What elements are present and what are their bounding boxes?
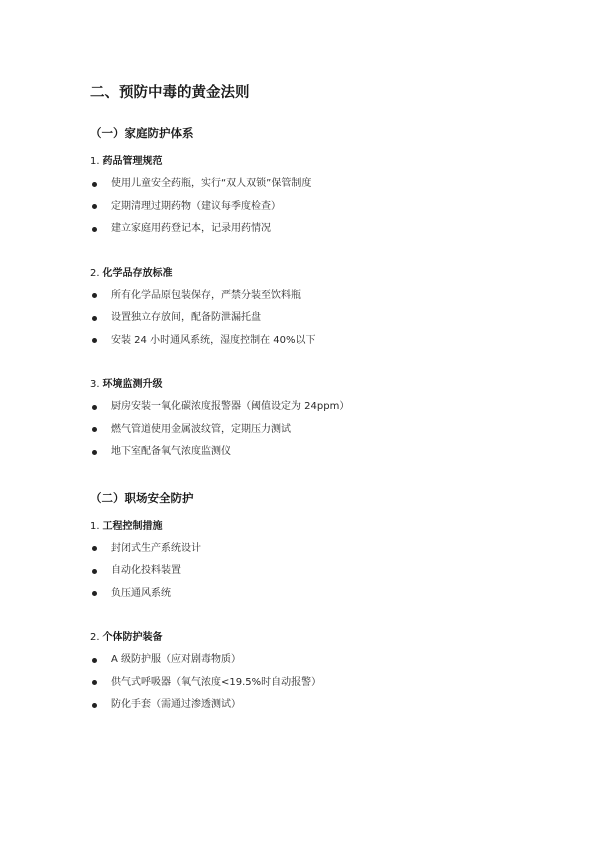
list-item	[90, 564, 530, 587]
list-item-text: 地下室配备氧气浓度监测仪	[111, 446, 231, 457]
bullet-list	[90, 177, 530, 245]
list-item-text: 使用儿童安全药瓶，实行“双人双锁”保管制度	[111, 178, 312, 189]
list-item	[90, 311, 530, 334]
list-item-text: 防化手套（需通过渗透测试）	[111, 699, 241, 710]
subsection-title: 个体防护装备	[102, 632, 163, 643]
list-item	[90, 445, 530, 468]
list-item	[90, 423, 530, 446]
list-item	[90, 400, 530, 423]
bullet-icon	[92, 569, 97, 574]
subsection-medicine-management	[90, 155, 530, 245]
subsection-title: 环境监测升级	[102, 379, 163, 390]
bullet-icon	[92, 658, 97, 663]
section-heading: （二）职场安全防护	[90, 490, 194, 505]
list-item-text: 燃气管道使用金属波纹管，定期压力测试	[111, 423, 291, 435]
bullet-list	[90, 653, 530, 721]
bullet-icon	[92, 316, 97, 321]
bullet-icon	[92, 227, 97, 232]
document-page	[90, 84, 530, 721]
list-item-text: 建立家庭用药登记本，记录用药情况	[111, 223, 271, 234]
section-heading: （一）家庭防护体系	[90, 126, 194, 140]
subsection-number: 1.	[90, 156, 100, 167]
subsection-environment-monitoring	[90, 378, 530, 468]
list-item-text: A 级防护服（应对剧毒物质）	[111, 654, 242, 665]
list-item	[90, 698, 530, 721]
subsection-number: 2.	[90, 267, 100, 279]
subsection-number: 2.	[90, 632, 100, 643]
list-item	[90, 676, 530, 699]
list-item	[90, 653, 530, 676]
list-item-text: 定期清理过期药物（建议每季度检查）	[111, 200, 281, 212]
subsection-title: 药品管理规范	[102, 156, 163, 167]
list-item-text: 安装 24 小时通风系统，湿度控制在 40%以下	[111, 334, 316, 346]
subsection-heading	[90, 631, 530, 645]
list-item-text: 厨房安装一氧化碳浓度报警器（阈值设定为 24ppm）	[111, 401, 350, 412]
subsection-heading	[90, 155, 530, 169]
subsection-heading	[90, 378, 530, 392]
bullet-icon	[92, 338, 97, 343]
bullet-icon	[92, 703, 97, 708]
list-item-text: 自动化投料装置	[111, 565, 181, 576]
list-item	[90, 177, 530, 200]
list-item-text: 所有化学品原包装保存，严禁分装至饮料瓶	[111, 289, 301, 301]
bullet-list	[90, 289, 530, 357]
list-item	[90, 289, 530, 312]
subsection-number: 1.	[90, 520, 100, 532]
bullet-icon	[92, 680, 97, 685]
subsection-number: 3.	[90, 379, 100, 390]
subsection-heading	[90, 267, 530, 281]
subsection-heading	[90, 520, 530, 534]
section-home-protection	[90, 125, 530, 468]
bullet-icon	[92, 405, 97, 410]
list-item	[90, 587, 530, 610]
list-item	[90, 542, 530, 565]
list-item	[90, 334, 530, 357]
list-item-text: 封闭式生产系统设计	[111, 542, 201, 554]
list-item-text: 设置独立存放间，配备防泄漏托盘	[111, 312, 261, 323]
list-item-text: 供气式呼吸器（氧气浓度<19.5%时自动报警）	[111, 676, 322, 688]
bullet-icon	[92, 427, 97, 432]
list-item-text: 负压通风系统	[111, 587, 171, 599]
bullet-icon	[92, 293, 97, 298]
list-item	[90, 222, 530, 245]
bullet-icon	[92, 450, 97, 455]
bullet-icon	[92, 204, 97, 209]
subsection-personal-protective-equipment	[90, 631, 530, 721]
bullet-list	[90, 400, 530, 468]
bullet-icon	[92, 591, 97, 596]
bullet-icon	[92, 546, 97, 551]
bullet-icon	[92, 182, 97, 187]
subsection-title: 工程控制措施	[102, 520, 163, 532]
subsection-title: 化学品存放标准	[102, 267, 173, 279]
section-workplace-protection	[90, 490, 530, 721]
bullet-list	[90, 542, 530, 610]
subsection-chemical-storage	[90, 267, 530, 357]
subsection-engineering-controls	[90, 520, 530, 610]
list-item	[90, 200, 530, 223]
page-title: 二、预防中毒的黄金法则	[90, 85, 250, 101]
